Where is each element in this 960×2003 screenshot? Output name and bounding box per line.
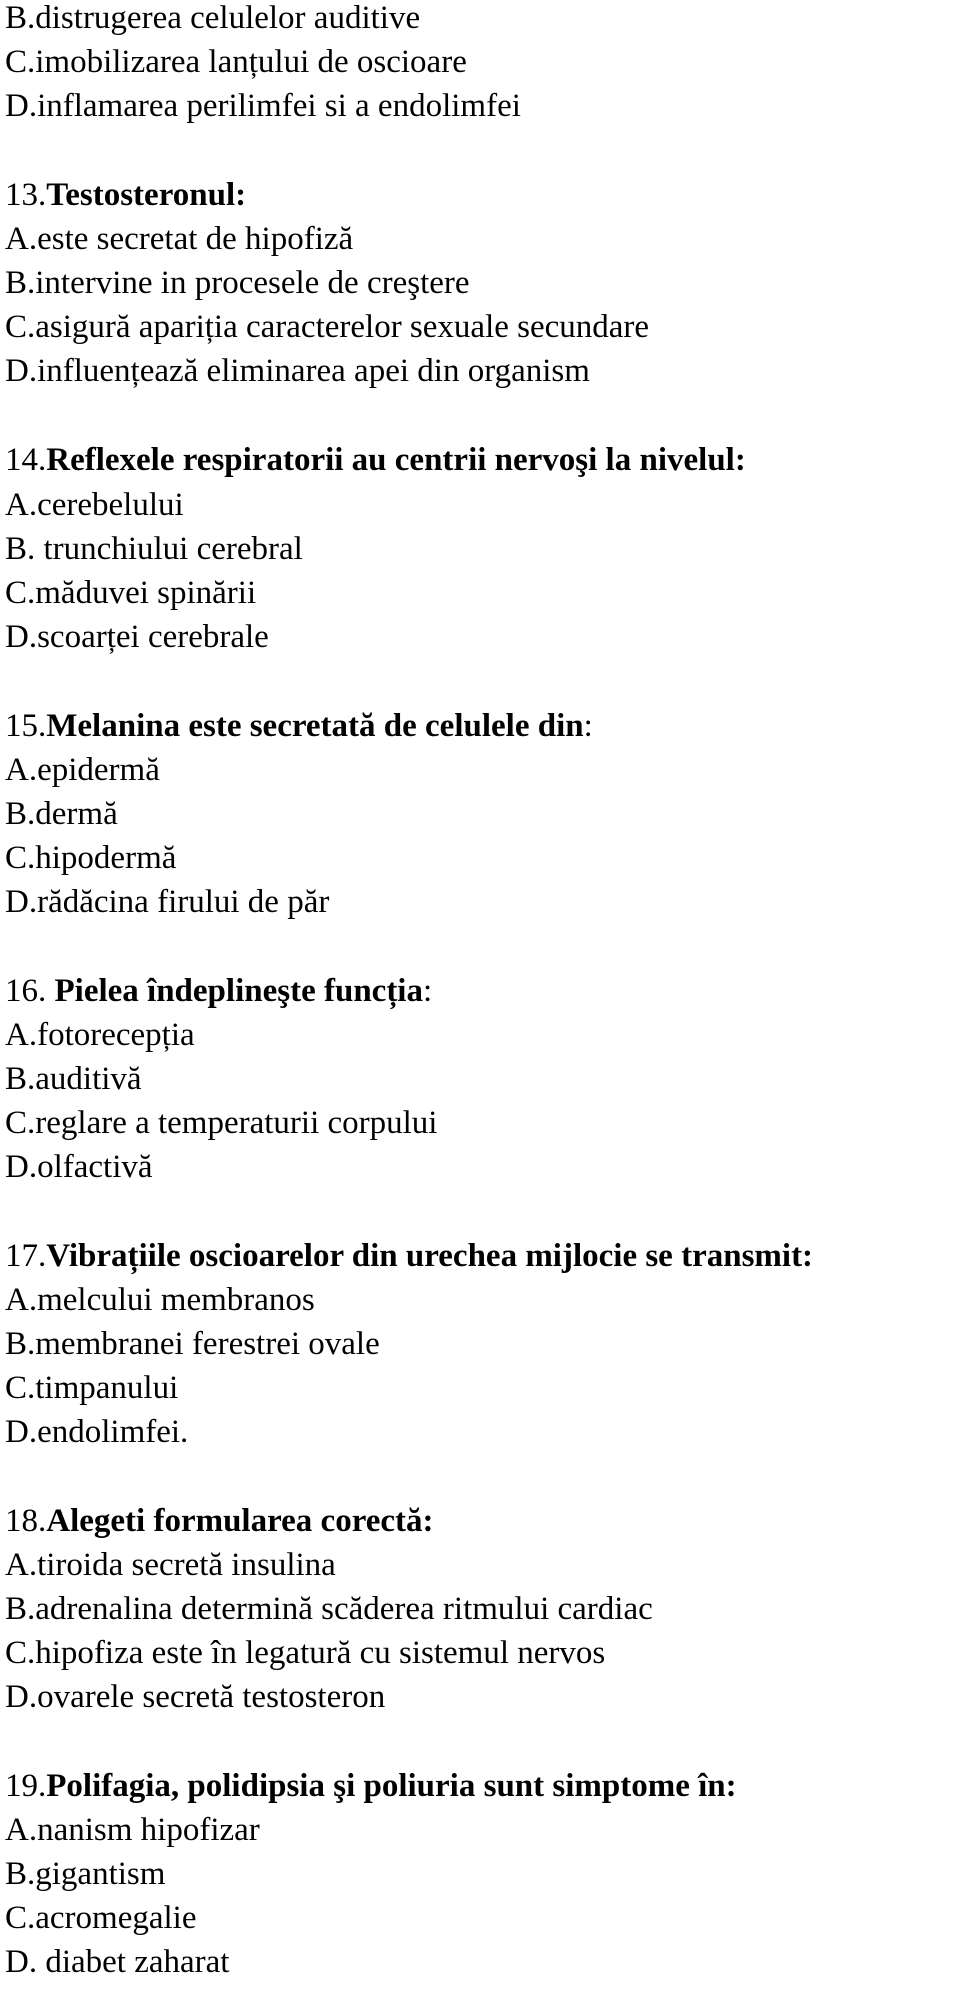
question-number: 13. bbox=[5, 177, 47, 213]
question-tail: : bbox=[422, 973, 433, 1009]
question-tail: : bbox=[583, 708, 593, 744]
question-14-answer-a: A.cerebelului bbox=[5, 487, 184, 523]
question-number: 17. bbox=[5, 1238, 47, 1274]
question-text: Vibrațiile oscioarelor din urechea mijlocie se transmit: bbox=[46, 1238, 814, 1274]
question-text: Melanina este secretată de celulele din bbox=[46, 708, 584, 744]
question-18-answer-b: B.adrenalina determină scăderea ritmului cardiac bbox=[5, 1591, 653, 1627]
question-17-answer-d: D.endolimfei. bbox=[5, 1414, 189, 1450]
question-text: Pielea îndeplineşte funcția bbox=[54, 973, 423, 1009]
question-16-heading bbox=[5, 969, 432, 1013]
question-13-answer-d: D.influențează eliminarea apei din organism bbox=[5, 353, 590, 389]
question-18-heading bbox=[5, 1499, 434, 1543]
question-14-heading bbox=[5, 438, 746, 482]
question-19-answer-c: C.acromegalie bbox=[5, 1900, 197, 1936]
question-15-answer-c: C.hipodermă bbox=[5, 840, 177, 876]
question-17-heading bbox=[5, 1234, 813, 1278]
question-17-answer-a: A.melcului membranos bbox=[5, 1282, 315, 1318]
question-17-answer-c: C.timpanului bbox=[5, 1370, 179, 1406]
question-17-answer-b: B.membranei ferestrei ovale bbox=[5, 1326, 380, 1362]
question-13-answer-a: A.este secretat de hipofiză bbox=[5, 221, 354, 257]
question-16-answer-d: D.olfactivă bbox=[5, 1149, 153, 1185]
question-number: 16. bbox=[5, 973, 55, 1009]
question-16-answer-a: A.fotorecepția bbox=[5, 1017, 195, 1053]
question-15-answer-b: B.dermă bbox=[5, 796, 118, 832]
question-14-answer-d: D.scoarței cerebrale bbox=[5, 619, 269, 655]
carryover-answer-b: B.distrugerea celulelor auditive bbox=[5, 0, 421, 36]
question-text: Alegeti formularea corectă: bbox=[46, 1503, 434, 1539]
question-number: 15. bbox=[5, 708, 47, 744]
question-text: Polifagia, polidipsia şi poliuria sunt simptome în: bbox=[46, 1768, 737, 1804]
question-18-answer-d: D.ovarele secretă testosteron bbox=[5, 1679, 386, 1715]
question-14-answer-b: B. trunchiului cerebral bbox=[5, 531, 303, 567]
question-15-answer-a: A.epidermă bbox=[5, 752, 160, 788]
question-13-answer-c: C.asigură apariția caracterelor sexuale secundare bbox=[5, 309, 650, 345]
question-text: Testosteronul: bbox=[46, 177, 247, 213]
question-19-answer-d: D. diabet zaharat bbox=[5, 1944, 230, 1980]
carryover-answer-c: C.imobilizarea lanțului de oscioare bbox=[5, 44, 467, 80]
question-13-answer-b: B.intervine in procesele de creştere bbox=[5, 265, 470, 301]
carryover-answer-d: D.inflamarea perilimfei si a endolimfei bbox=[5, 88, 521, 124]
question-19-heading bbox=[5, 1764, 737, 1808]
question-19-answer-b: B.gigantism bbox=[5, 1856, 166, 1892]
question-16-answer-c: C.reglare a temperaturii corpului bbox=[5, 1105, 438, 1141]
question-14-answer-c: C.măduvei spinării bbox=[5, 575, 257, 611]
question-text: Reflexele respiratorii au centrii nervoşi la nivelul: bbox=[46, 442, 746, 478]
question-number: 14. bbox=[5, 442, 47, 478]
question-15-heading bbox=[5, 704, 593, 748]
question-18-answer-a: A.tiroida secretă insulina bbox=[5, 1547, 336, 1583]
question-number: 19. bbox=[5, 1768, 47, 1804]
question-number: 18. bbox=[5, 1503, 47, 1539]
question-13-heading bbox=[5, 173, 246, 217]
question-15-answer-d: D.rădăcina firului de păr bbox=[5, 884, 330, 920]
question-19-answer-a: A.nanism hipofizar bbox=[5, 1812, 260, 1848]
question-18-answer-c: C.hipofiza este în legatură cu sistemul nervos bbox=[5, 1635, 606, 1671]
question-16-answer-b: B.auditivă bbox=[5, 1061, 142, 1097]
